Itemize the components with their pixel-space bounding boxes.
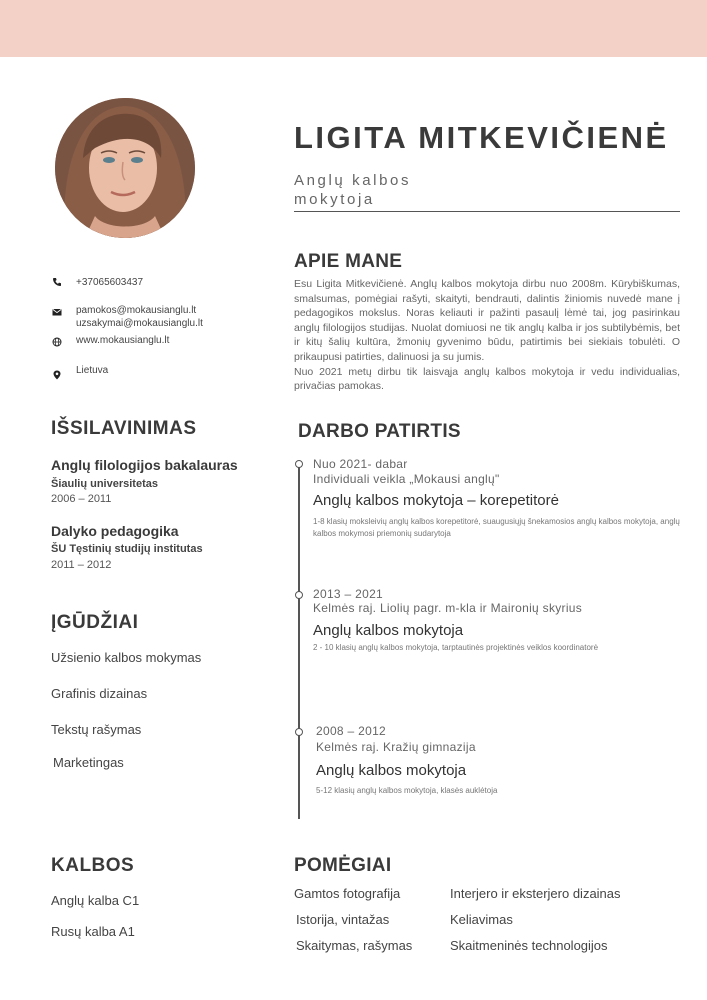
skill-item: Tekstų rašymas	[51, 722, 142, 737]
person-role	[294, 171, 680, 212]
job-title: Anglų kalbos mokytoja	[313, 622, 464, 639]
hobby-item: Istorija, vintažas	[296, 912, 390, 927]
job-description: 5-12 klasių anglų kalbos mokytoja, klasės auklėtoja	[316, 786, 498, 795]
skill-item: Užsienio kalbos mokymas	[51, 650, 202, 665]
role-line-2: mokytoja	[294, 191, 375, 208]
person-name: LIGITA MITKEVIČIENĖ	[294, 120, 669, 155]
contact-location: Lietuva	[76, 365, 109, 376]
job-date: 2013 – 2021	[313, 587, 384, 601]
job-organization: Individuali veikla „Mokausi anglų"	[313, 472, 500, 486]
hobby-item: Interjero ir eksterjero dizainas	[450, 886, 621, 901]
profile-photo	[55, 98, 195, 238]
timeline-dot	[295, 591, 303, 599]
education-heading: IŠSILAVINIMAS	[51, 418, 197, 439]
education-degree: Dalyko pedagogika	[51, 523, 179, 539]
globe-icon	[52, 337, 62, 347]
contact-phone[interactable]: +37065603437	[76, 277, 144, 288]
job-date: Nuo 2021- dabar	[313, 457, 408, 471]
contact-website[interactable]: www.mokausianglu.lt	[76, 335, 170, 346]
contact-email-2[interactable]: uzsakymai@mokausianglu.lt	[76, 318, 203, 329]
job-description: 2 - 10 klasių anglų kalbos mokytoja, tarptautinės projektinės veiklos koordinatorė	[313, 643, 599, 652]
role-line-1: Anglų kalbos	[294, 172, 412, 189]
timeline-dot	[295, 728, 303, 736]
job-organization: Kelmės raj. Liolių pagr. m-kla ir Maironių skyrius	[313, 601, 583, 615]
education-school: Šiaulių universitetas	[51, 478, 158, 490]
job-description: 1-8 klasių moksleivių anglų kalbos korepetitorė, suaugusiųjų šnekamosios anglų kalbos mokytoja, anglų kalbos mokymosi priemonių sudarytoja	[313, 517, 680, 538]
about-paragraph-2: Nuo 2021 metų dirbu tik laisvąja anglų kalbos mokytoja ir vedu individualias, privačias pamokas.	[294, 365, 680, 393]
skill-item: Grafinis dizainas	[51, 686, 148, 701]
skill-item: Marketingas	[53, 755, 124, 770]
job-date: 2008 – 2012	[316, 724, 387, 738]
about-heading: APIE MANE	[294, 251, 403, 272]
email-icon	[52, 307, 62, 317]
phone-icon	[52, 277, 62, 287]
hobby-item: Skaitmeninės technologijos	[450, 938, 608, 953]
languages-heading: KALBOS	[51, 855, 135, 876]
job-organization: Kelmės raj. Kražių gimnazija	[316, 740, 476, 754]
about-text	[294, 277, 680, 394]
skills-heading: ĮGŪDŽIAI	[51, 612, 139, 633]
location-pin-icon	[52, 370, 62, 380]
education-degree: Anglų filologijos bakalauras	[51, 457, 238, 473]
timeline-dot	[295, 460, 303, 468]
hobby-item: Keliavimas	[450, 912, 513, 927]
language-item: Anglų kalba C1	[51, 893, 140, 908]
language-item: Rusų kalba A1	[51, 924, 135, 939]
experience-heading: DARBO PATIRTIS	[298, 421, 461, 442]
portrait-illustration	[55, 98, 195, 238]
top-accent-band	[0, 0, 707, 57]
job-title: Anglų kalbos mokytoja – korepetitorė	[313, 492, 559, 509]
contact-email-1[interactable]: pamokos@mokausianglu.lt	[76, 305, 197, 316]
hobbies-heading: POMĖGIAI	[294, 855, 392, 876]
timeline-line	[298, 464, 300, 819]
education-school: ŠU Tęstinių studijų institutas	[51, 543, 203, 555]
hobby-item: Skaitymas, rašymas	[296, 938, 413, 953]
education-years: 2006 – 2011	[51, 493, 112, 505]
job-title: Anglų kalbos mokytoja	[316, 762, 467, 779]
about-paragraph-1: Esu Ligita Mitkevičienė. Anglų kalbos mokytoja dirbu nuo 2008m. Kūrybiškumas, smalsumas, pomėgiai rašyti, skaityti, bendrauti, dalintis žiniomis nuvedė mane į pedagogikos mokslus. Noras keliauti ir pažinti pasaulį lėmė tai, jog pasirinkau anglų filologijos studijas. Nuolat domiuosi ne tik anglų kalba ir jos subtilybėmis, bet ir kitų šalių kultūra, žmonių gyvenimo būdu, patirtimis bei siekiais tobulėti. O prikaupusi patirties, dalinuosi ja su jumis.	[294, 278, 680, 363]
hobby-item: Gamtos fotografija	[294, 886, 401, 901]
education-years: 2011 – 2012	[51, 559, 112, 571]
